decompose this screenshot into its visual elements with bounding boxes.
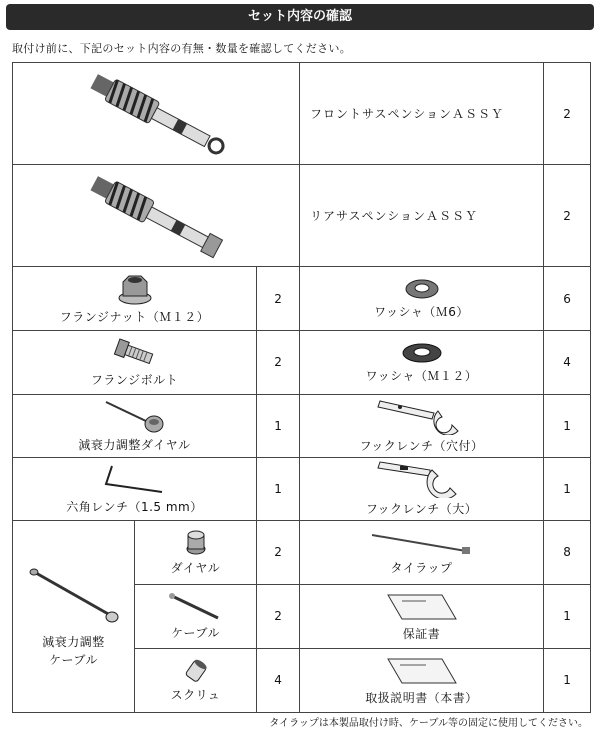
intro-text: 取付け前に、下記のセット内容の有無・数量を確認してください。: [12, 42, 351, 55]
hook-wrench-icon: [372, 397, 472, 435]
sub-dial-label: ダイヤル: [170, 560, 221, 575]
screw-label: スクリュ: [170, 687, 221, 702]
damping-cable-icon: [24, 563, 124, 633]
tie-wrap-qty: 8: [544, 520, 591, 584]
tie-wrap-icon: [362, 529, 482, 557]
flange-nut-qty: 2: [257, 267, 300, 331]
hex-wrench-cell: [13, 457, 257, 520]
tie-wrap-cell: [300, 520, 544, 584]
flange-nut-icon: [115, 272, 155, 306]
tie-wrap-label: タイラップ: [390, 560, 453, 575]
hook-wrench-hole-label: フックレンチ（穴付）: [359, 439, 484, 454]
damping-dial-qty: 1: [257, 394, 300, 457]
table-row: [13, 394, 591, 457]
document-icon: [382, 591, 462, 623]
damping-cable-group-cell: [13, 520, 135, 712]
cable-label: ケーブル: [171, 625, 220, 640]
table-row: [13, 63, 591, 165]
hook-wrench-hole-cell: [300, 394, 544, 457]
washer-m12-cell: [300, 331, 544, 394]
screw-icon: [181, 658, 211, 684]
rear-suspension-label: リアサスペンションＡＳＳＹ: [300, 165, 544, 267]
washer-m6-cell: [300, 267, 544, 331]
washer-m12-label: ワッシャ（Ｍ１２）: [365, 368, 478, 383]
manual-label: 取扱説明書（本書）: [365, 690, 478, 705]
damping-cable-label-line2: ケーブル: [49, 653, 98, 668]
washer-icon: [402, 277, 442, 301]
sub-dial-cell: [135, 520, 257, 584]
screw-qty: 4: [257, 648, 300, 712]
table-row: [13, 520, 591, 584]
damping-dial-icon: [100, 398, 170, 434]
flange-bolt-label: フランジボルト: [90, 372, 179, 387]
washer-m12-qty: 4: [544, 331, 591, 394]
sub-dial-qty: 2: [257, 520, 300, 584]
table-row: [13, 165, 591, 267]
warranty-label: 保証書: [402, 626, 441, 641]
manual-cell: [300, 648, 544, 712]
hook-wrench-icon: [372, 460, 472, 498]
damping-dial-cell: [13, 394, 257, 457]
cable-qty: 2: [257, 584, 300, 648]
dial-knob-icon: [181, 529, 211, 557]
document-icon: [382, 655, 462, 687]
parts-table: [12, 62, 591, 713]
damping-dial-label: 減衰力調整ダイヤル: [78, 438, 191, 453]
damping-cable-label-line1: 減衰力調整: [42, 635, 105, 650]
rear-suspension-qty: 2: [544, 165, 591, 267]
hook-wrench-hole-qty: 1: [544, 394, 591, 457]
table-row: [13, 267, 591, 331]
hook-wrench-large-cell: [300, 457, 544, 520]
warranty-cell: [300, 584, 544, 648]
screw-cell: [135, 648, 257, 712]
hex-wrench-icon: [100, 462, 170, 496]
hook-wrench-large-label: フックレンチ（大）: [365, 502, 478, 517]
washer-icon: [400, 341, 444, 365]
front-suspension-image: [13, 63, 300, 165]
cable-icon: [166, 592, 226, 622]
washer-m6-qty: 6: [544, 267, 591, 331]
rear-suspension-image: [13, 165, 300, 267]
footnote: タイラップは本製品取付け時、ケーブル等の固定に使用してください。: [269, 718, 588, 729]
warranty-qty: 1: [544, 584, 591, 648]
table-row: [13, 457, 591, 520]
hook-wrench-large-qty: 1: [544, 457, 591, 520]
front-suspension-label: フロントサスペンションＡＳＳＹ: [300, 63, 544, 165]
flange-nut-label: フランジナット（Ｍ１２）: [59, 310, 210, 325]
table-row: [13, 331, 591, 394]
flange-nut-cell: [13, 267, 257, 331]
flange-bolt-icon: [110, 337, 160, 369]
front-suspension-qty: 2: [544, 63, 591, 165]
hex-wrench-qty: 1: [257, 457, 300, 520]
flange-bolt-cell: [13, 331, 257, 394]
section-title: セット内容の確認: [6, 4, 594, 30]
manual-qty: 1: [544, 648, 591, 712]
hex-wrench-label: 六角レンチ（1.5 mm）: [66, 500, 203, 515]
washer-m6-label: ワッシャ（Ｍ6）: [374, 305, 469, 320]
cable-cell: [135, 584, 257, 648]
flange-bolt-qty: 2: [257, 331, 300, 394]
